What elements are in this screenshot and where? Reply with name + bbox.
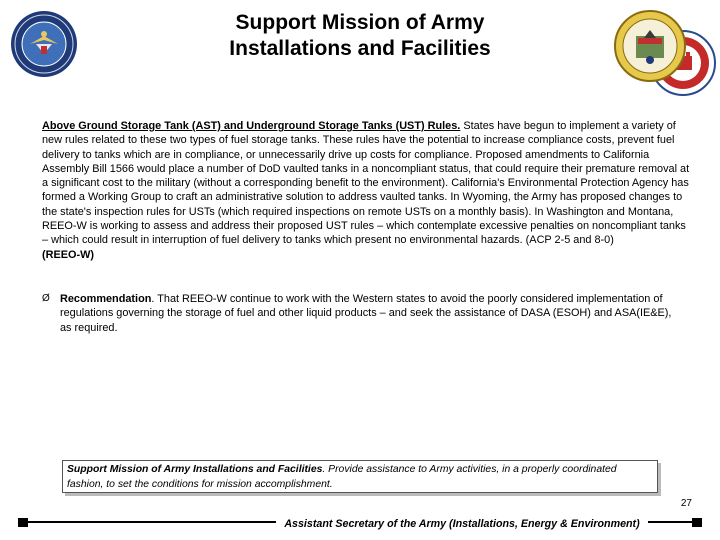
recommendation-item (42, 292, 682, 335)
reeo-w-tag: (REEO-W) (42, 248, 95, 261)
recommendation-body (60, 292, 682, 335)
mission-label: Support Mission of Army Installations and Facilities (67, 464, 323, 475)
mission-text: . Provide assistance to Army activities, in a properly coordinated fashion, to set the conditions for mission accomplishment. (67, 464, 617, 490)
mission-statement-box (62, 460, 658, 493)
page-title (150, 10, 570, 62)
footer-cap-left (18, 518, 28, 527)
recommendation-label: Recommendation (60, 293, 152, 305)
page-number: 27 (680, 498, 692, 509)
footer-cap-right (692, 518, 702, 527)
footer-organization: Assistant Secretary of the Army (Installations, Energy & Environment) (276, 516, 648, 532)
title-line-2: Installations and Facilities (229, 37, 491, 60)
title-line-1: Support Mission of Army (235, 11, 485, 34)
recommendation-text: . That REEO-W continue to work with the Western states to avoid the poorly considered implementation of regulations governing the storage of fuel and other liquid products – and seek the assistance of DASA (ESOH) and ASA(IE&E), as required. (60, 293, 672, 334)
arrow-bullet-icon: Ø (42, 293, 50, 304)
ast-ust-rules-heading: Above Ground Storage Tank (AST) and Underground Storage Tanks (UST) Rules. (42, 120, 461, 132)
ast-ust-rules-text: States have begun to implement a variety of new rules related to these two types of fuel storage tanks. These rules have the potential to increase compliance costs, prevent fuel delivery to tanks which are in compliance, or unnecessarily drive up costs for compliance. Proposed amendments to California Assembly Bill 1566 would place a number of DoD vaulted tanks in a noncompliant status, that could require their premature removal at a significant cost to the military (without a corresponding benefit to the environment). California's Environmental Protection Agency has formed a Working Group to craft an administrative solution to address vaulted tanks. In Wyoming, the Army has proposed changes to the state's inspection rules for USTs (which required inspections on remote USTs on a monthly basis). In Washington and Montana, REEO-W is working to assess and address their proposed UST rules – which contemplate excessive penalties on noncompliant tanks – which could result in interruption of fuel delivery to tanks which present no environmental hazards. (ACP 2-5 and 8-0) (42, 120, 690, 247)
dod-seal (10, 10, 78, 78)
ast-ust-rules-paragraph (42, 119, 690, 262)
us-army-seal (614, 10, 686, 82)
